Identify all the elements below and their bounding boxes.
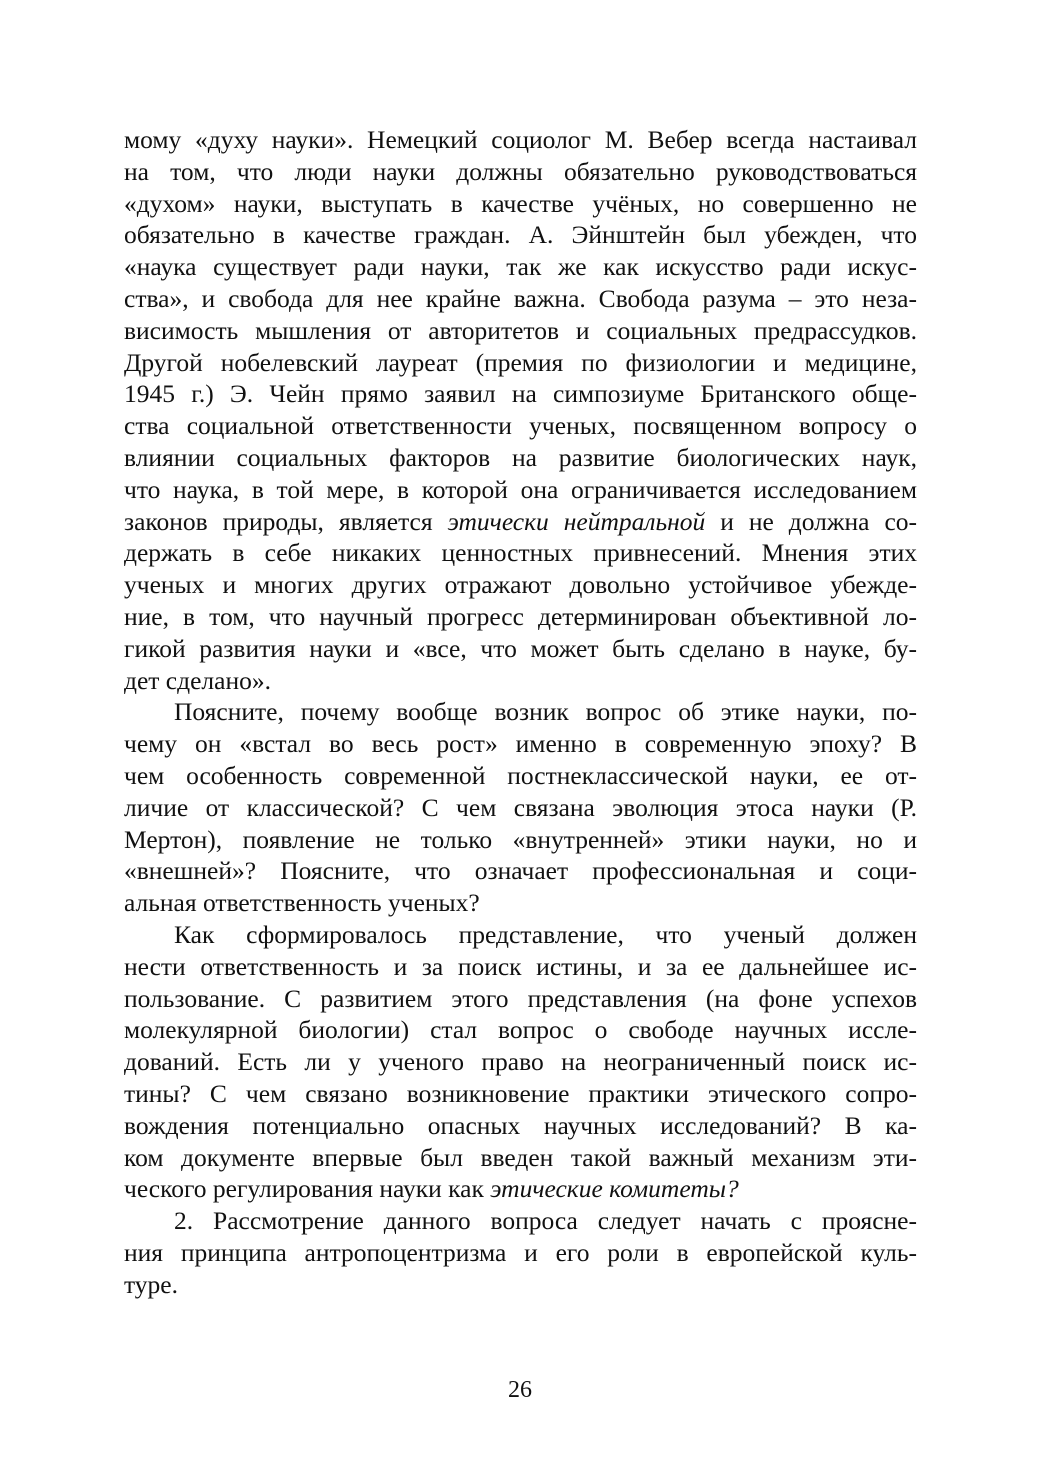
text-line <box>124 665 917 697</box>
text-line <box>124 696 917 728</box>
text-line <box>124 378 917 410</box>
text-line <box>124 1110 917 1142</box>
paragraph <box>124 919 917 1205</box>
page-number: 26 <box>508 1377 532 1403</box>
text-run: 2. Рассмотрение данного вопроса следует начать с проясне- <box>174 1206 917 1236</box>
text-run: Другой нобелевский лауреат (премия по физиологии и медицине, <box>124 347 917 377</box>
text-run: ния принципа антропоцентризма и его роли в европейской куль- <box>124 1237 917 1267</box>
text-line <box>124 569 917 601</box>
text-line <box>124 728 917 760</box>
italic-text: этические комитеты? <box>490 1174 739 1204</box>
text-line <box>124 537 917 569</box>
text-line <box>124 442 917 474</box>
text-run: дований. Есть ли у ученого право на неограниченный поиск ис- <box>124 1047 917 1077</box>
text-run: туре. <box>124 1269 179 1299</box>
text-run: ства», и свобода для нее крайне важна. Свобода разума – это неза- <box>124 283 917 313</box>
text-line <box>124 983 917 1015</box>
text-line <box>124 315 917 347</box>
text-line <box>124 283 917 315</box>
text-line <box>124 156 917 188</box>
text-run: законов природы, является <box>124 506 448 536</box>
text-line <box>124 506 917 538</box>
italic-text: этически нейтральной <box>447 506 706 536</box>
text-line <box>124 1046 917 1078</box>
text-line <box>124 824 917 856</box>
text-run: висимость мышления от авторитетов и социальных предрассудков. <box>124 315 917 345</box>
text-run: ученых и многих других отражают довольно устойчивое убежде- <box>124 570 917 600</box>
text-line <box>124 410 917 442</box>
text-run: молекулярной биологии) стал вопрос о свободе научных иссле- <box>124 1015 917 1045</box>
paragraph <box>124 124 917 696</box>
text-run: и не должна со- <box>705 506 918 536</box>
text-line <box>124 1173 917 1205</box>
text-run: Как сформировалось представление, что ученый должен <box>174 919 917 949</box>
text-line <box>124 919 917 951</box>
text-run: «внешней»? Поясните, что означает профессиональная и соци- <box>124 856 917 886</box>
text-run: ком документе впервые был введен такой важный механизм эти- <box>124 1142 917 1172</box>
text-run: «духом» науки, выступать в качестве учёных, но совершенно не <box>124 188 917 218</box>
text-line <box>124 601 917 633</box>
text-run: что наука, в той мере, в которой она ограничивается исследованием <box>124 474 917 504</box>
page-body <box>124 124 917 1300</box>
text-line <box>124 855 917 887</box>
text-line <box>124 792 917 824</box>
text-line <box>124 887 917 919</box>
text-run: чему он «встал во весь рост» именно в современную эпоху? В <box>124 729 917 759</box>
text-run: вождения потенциально опасных научных исследований? В ка- <box>124 1110 917 1140</box>
text-run: обязательно в качестве граждан. А. Эйнштейн был убежден, что <box>124 220 917 250</box>
text-run: ние, в том, что научный прогресс детерминирован объективной ло- <box>124 601 917 631</box>
text-run: ства социальной ответственности ученых, посвященном вопросу о <box>124 411 917 441</box>
text-run: альная ответственность ученых? <box>124 888 480 918</box>
text-line <box>124 1237 917 1269</box>
text-run: влиянии социальных факторов на развитие биологических наук, <box>124 442 917 472</box>
text-run: чем особенность современной постнеклассической науки, ее от- <box>124 760 917 790</box>
text-run: гикой развития науки и «все, что может быть сделано в науке, бу- <box>124 633 917 663</box>
text-line <box>124 633 917 665</box>
text-line <box>124 474 917 506</box>
text-line <box>124 760 917 792</box>
text-line <box>124 1078 917 1110</box>
text-run: нести ответственность и за поиск истины, и за ее дальнейшее ис- <box>124 951 917 981</box>
text-line <box>124 124 917 156</box>
text-line <box>124 251 917 283</box>
text-run: на том, что люди науки должны обязательно руководствоваться <box>124 156 917 186</box>
text-run: мому «духу науки». Немецкий социолог М. Вебер всегда настаивал <box>124 125 917 154</box>
text-run: личие от классической? С чем связана эволюция этоса науки (Р. <box>124 792 917 822</box>
text-line <box>124 347 917 379</box>
text-line <box>124 1142 917 1174</box>
text-run: дет сделано». <box>124 665 271 695</box>
text-run: пользование. С развитием этого представления (на фоне успехов <box>124 983 917 1013</box>
text-line <box>124 219 917 251</box>
text-line <box>124 1014 917 1046</box>
paragraph <box>124 1205 917 1300</box>
text-run: держать в себе никаких ценностных привнесений. Мнения этих <box>124 538 917 568</box>
text-run: «наука существует ради науки, так же как искусство ради искус- <box>124 252 917 282</box>
text-run: тины? С чем связано возникновение практики этического сопро- <box>124 1078 917 1108</box>
text-line <box>124 188 917 220</box>
text-line <box>124 951 917 983</box>
text-run: ческого регулирования науки как <box>124 1174 491 1204</box>
text-line <box>124 1269 917 1301</box>
text-run: 1945 г.) Э. Чейн прямо заявил на симпозиуме Британского обще- <box>124 379 917 409</box>
text-run: Поясните, почему вообще возник вопрос об этике науки, по- <box>174 697 917 727</box>
text-run: Мертон), появление не только «внутренней» этики науки, но и <box>124 824 917 854</box>
paragraph <box>124 696 917 919</box>
text-line <box>124 1205 917 1237</box>
